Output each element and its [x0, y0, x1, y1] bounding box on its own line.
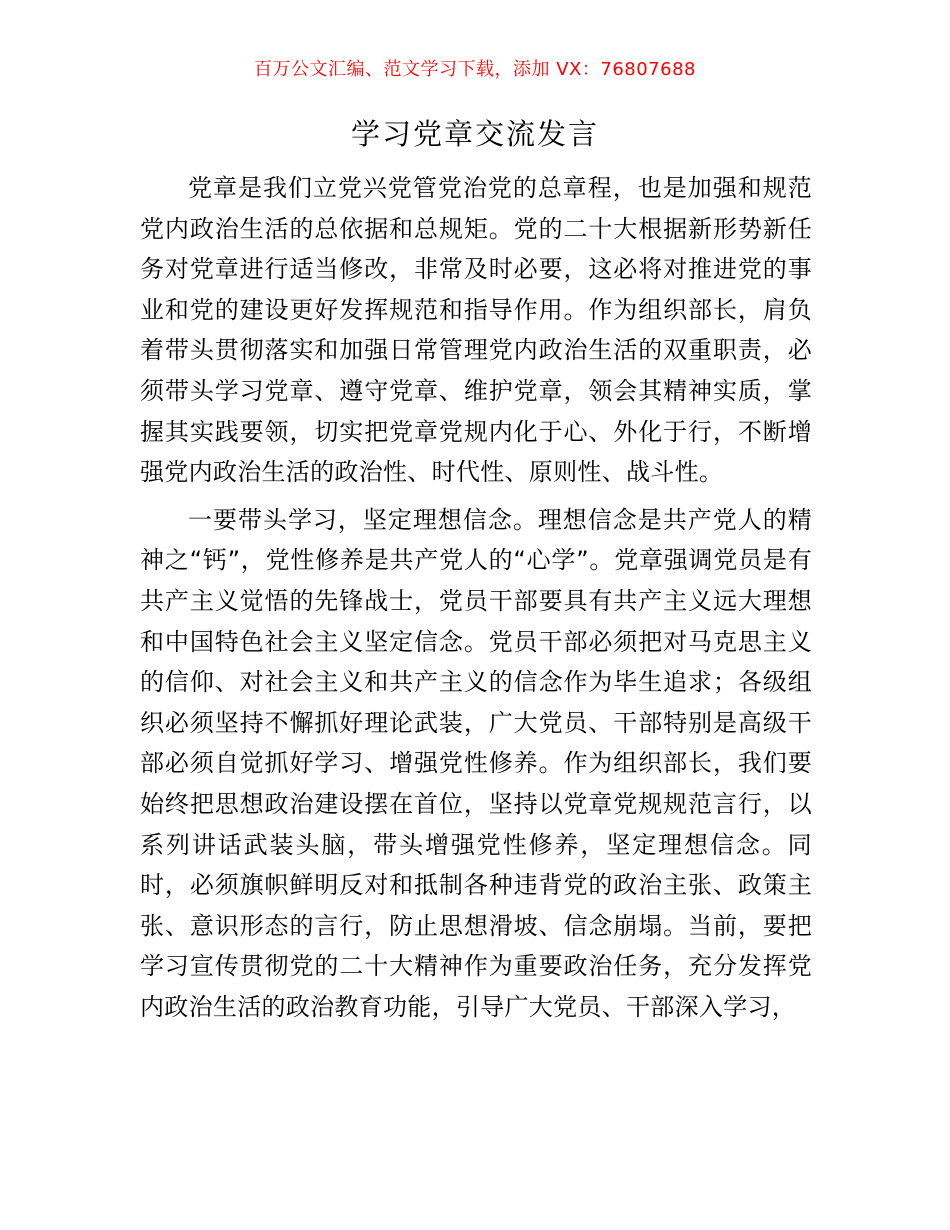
paragraph-intro: 党章是我们立党兴党管党治党的总章程，也是加强和规范党内政治生活的总依据和总规矩。党的二十大根据新形势新任务对党章进行适当修改，非常及时必要，这必将对推进党的事业和党的建设更好发挥规范和指导作用。作为组织部长，肩负着带头贯彻落实和加强日常管理党内政治生活的双重职责，必须带头学习党章、遵守党章、维护党章，领会其精神实质，掌握其实践要领，切实把党章党规内化于心、外化于行，不断增强党内政治生活的政治性、时代性、原则性、战斗性。 — [140, 174, 812, 487]
document-body — [140, 168, 812, 1034]
header-watermark-note: 百万公文汇编、范文学习下载，添加 VX：76807688 — [254, 59, 696, 80]
document-title: 学习党章交流发言 — [350, 117, 599, 151]
paragraph-point-one: 一要带头学习，坚定理想信念。理想信念是共产党人的精神之“钙”，党性修养是共产党人的“心学”。党章强调党员是有共产主义觉悟的先锋战士，党员干部要具有共产主义远大理想和中国特色社会主义坚定信念。党员干部必须把对马克思主义的信仰、对社会主义和共产主义的信念作为毕生追求；各级组织必须坚持不懈抓好理论武装，广大党员、干部特别是高级干部必须自觉抓好学习、增强党性修养。作为组织部长，我们要始终把思想政治建设摆在首位，坚持以党章党规规范言行，以系列讲话武装头脑，带头增强党性修养，坚定理想信念。同时，必须旗帜鲜明反对和抵制各种违背党的政治主张、政策主张、意识形态的言行，防止思想滑坡、信念崩塌。当前，要把学习宣传贯彻党的二十大精神作为重要政治任务，充分发挥党内政治生活的政治教育功能，引导广大党员、干部深入学习， — [140, 505, 812, 1021]
